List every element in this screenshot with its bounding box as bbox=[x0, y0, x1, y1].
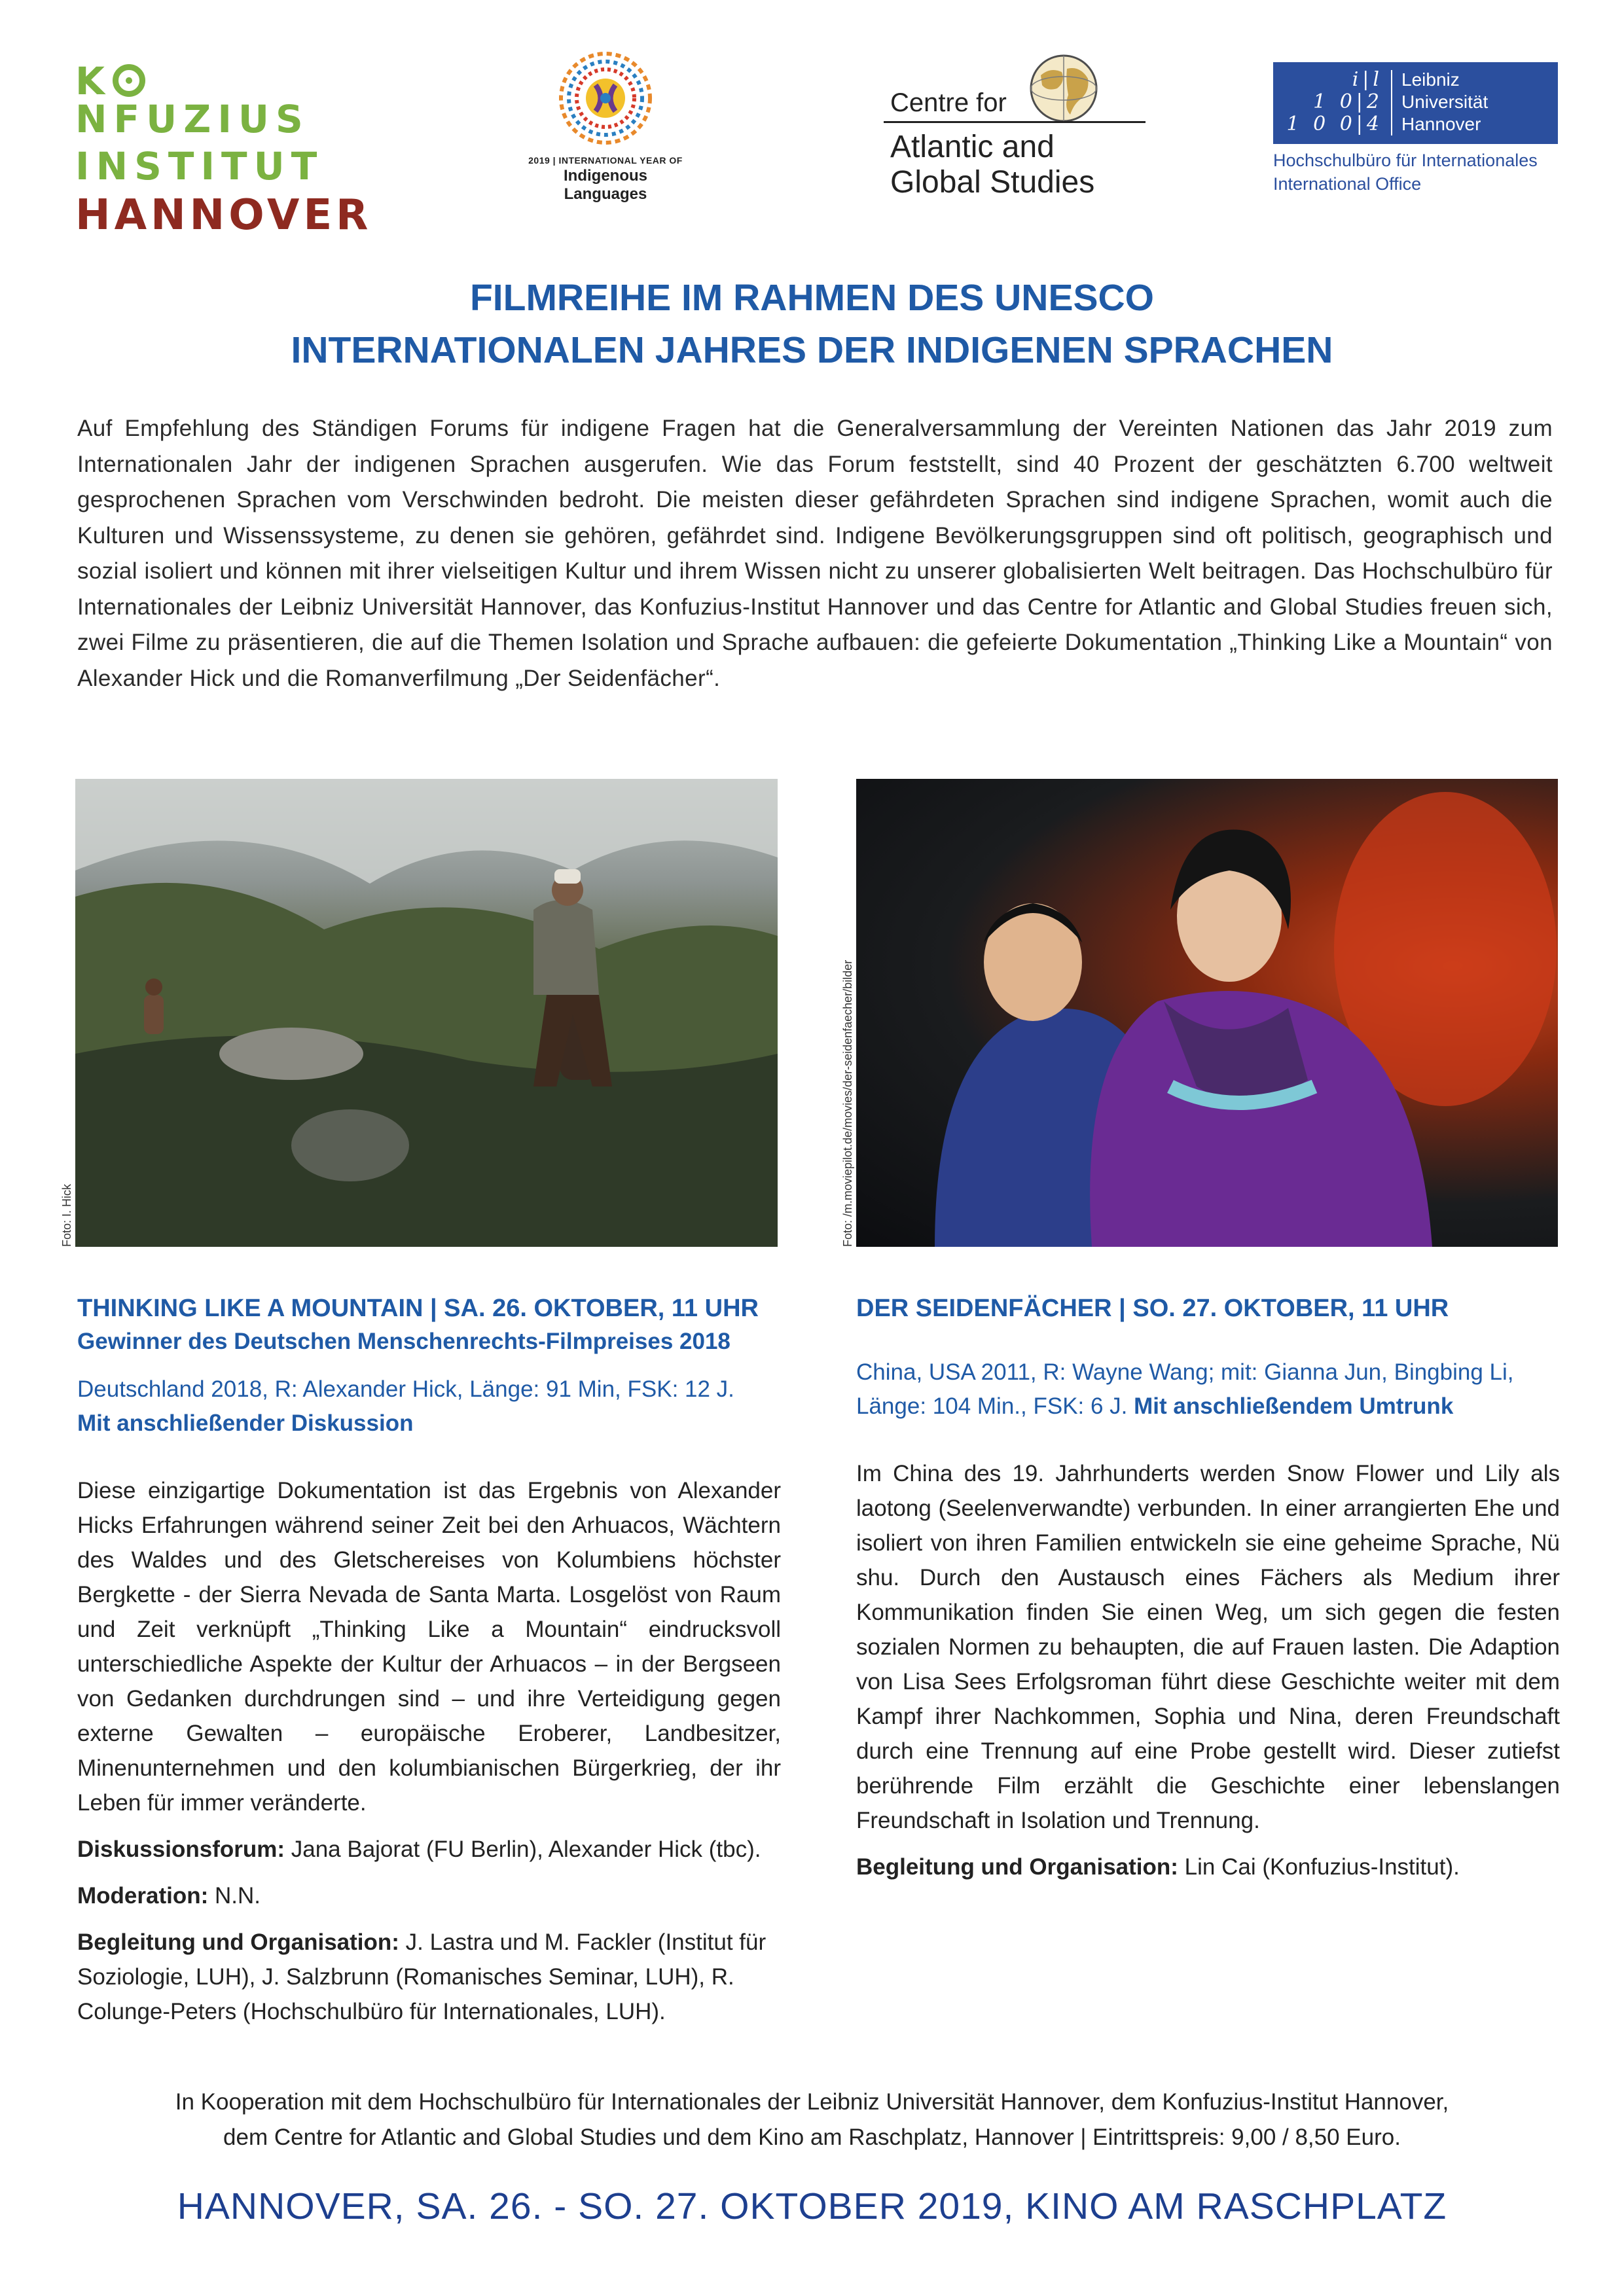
film-column-right bbox=[856, 1291, 1560, 1884]
film-award: Gewinner des Deutschen Menschenrechts-Filmpreises 2018 bbox=[77, 1329, 731, 1354]
cooperation-note bbox=[0, 2085, 1624, 2155]
cags-logo bbox=[884, 52, 1159, 203]
konfuzius-logo-line3: HANNOVER bbox=[75, 191, 372, 240]
film-meta-bold-right: Mit anschließendem Umtrunk bbox=[1134, 1393, 1454, 1419]
konfuzius-logo-line2: INSTITUT bbox=[75, 144, 324, 188]
film-photo-thinking-like-a-mountain bbox=[75, 779, 778, 1247]
page-title-line1: FILMREIHE IM RAHMEN DES UNESCO bbox=[469, 277, 1155, 319]
luh-name: Leibniz Universität Hannover bbox=[1401, 69, 1489, 134]
iyil-year-text: 2019 | INTERNATIONAL YEAR OF bbox=[528, 155, 683, 166]
photo-credit-2: Foto: /m.moviepilot.de/movies/der-seidenfaecher/bilder bbox=[841, 960, 854, 1247]
iyil-name-text: Indigenous Languages bbox=[564, 167, 647, 203]
film-description-left: Diese einzigartige Dokumentation ist das Ergebnis von Alexander Hicks Erfahrungen während seiner Zeit bei den Arhuacos, Wächtern des Waldes und des Gletschereises von Kolumbiens höchster Bergkette - der Sierra Nevada de Santa Marta. Losgelöst von Raum und Zeit verknüpft „Thinking Like a Mountain“ eindrucksvoll unterschiedliche Aspekte der Kultur der Arhuacos – in der Bergseen von Gedanken durchdrungen sind – und ihre Verteidigung gegen externe Gewalten – europäische Eroberer, Landbesitzer, Minenunternehmen und den kolumbianischen Bürgerkrieg, der ihr Leben für immer veränderte. bbox=[77, 1478, 781, 1816]
two-women-illustration bbox=[856, 779, 1558, 1247]
konfuzius-institut-logo bbox=[75, 59, 376, 240]
cags-name: Atlantic and Global Studies bbox=[890, 130, 1095, 200]
film-description-right: Im China des 19. Jahrhunderts werden Snow Flower und Lily als laotong (Seelenverwandte) verbunden. In einer arrangierten Ehe und isoliert von ihren Familien entwickeln sie eine geheime Sprache, Nü shu. Durch den Austausch eines Fächers als Medium ihrer Kommunikation finden Sie einen Weg, um sich gegen die festen sozialen Normen zu behaupten, die auf Frauen lasten. Die Adaption von Lisa Sees Erfolgsroman führt diese Geschichte weiter mit dem Kampf ihrer Nachkommen, Sophia und Nina, deren Freundschaft durch eine Trennung auf eine Probe gestellt wird. Dieser zutiefst berührende Film erzählt die Geschichte einer lebenslangen Freundschaft in Isolation und Trennung. bbox=[856, 1461, 1560, 1833]
luh-separator bbox=[1391, 70, 1392, 135]
film-credit-organisation-right: Begleitung und Organisation: Lin Cai (Konfuzius-Institut). bbox=[856, 1854, 1460, 1880]
film-title-thinking-like-a-mountain: THINKING LIKE A MOUNTAIN | SA. 26. OKTOBER, 11 UHR bbox=[77, 1295, 759, 1322]
film-credit-moderation: Moderation: N.N. bbox=[77, 1883, 261, 1909]
film-credit-discussion: Diskussionsforum: Jana Bajorat (FU Berlin), Alexander Hick (tbc). bbox=[77, 1837, 761, 1862]
mountain-rider-illustration bbox=[75, 779, 778, 1247]
film-title-der-seidenfaecher: DER SEIDENFÄCHER | SO. 27. OKTOBER, 11 UHR bbox=[856, 1295, 1449, 1322]
luh-logo bbox=[1273, 62, 1564, 200]
film-credit-organisation-left: Begleitung und Organisation: J. Lastra und M. Fackler (Institut für Soziologie, LUH), J. Salzbrunn (Romanisches Seminar, LUH), R. Colunge-Peters (Hochschulbüro für Internationales, LUH). bbox=[77, 1929, 767, 2024]
luh-logo-box bbox=[1273, 62, 1558, 144]
film-photo-der-seidenfaecher bbox=[856, 779, 1558, 1247]
cags-centre-for: Centre for bbox=[890, 88, 1007, 117]
cooperation-line1: In Kooperation mit dem Hochschulbüro für Internationales der Leibniz Universität Hannover, dem Konfuzius-Institut Hannover, bbox=[175, 2089, 1449, 2115]
konfuzius-logo-line1: KNFUZIUS bbox=[75, 59, 310, 141]
globe-icon bbox=[1028, 52, 1100, 124]
page-title-line2: INTERNATIONALEN JAHRES DER INDIGENEN SPRACHEN bbox=[291, 329, 1333, 371]
film-column-left bbox=[77, 1291, 781, 2029]
photo-credit-1: Foto: I. Hick bbox=[60, 1183, 73, 1247]
konfuzius-o-icon bbox=[113, 64, 145, 97]
cooperation-line2: dem Centre for Atlantic and Global Studies und dem Kino am Raschplatz, Hannover | Eintrittspreis: 9,00 / 8,50 Euro. bbox=[223, 2125, 1401, 2150]
luh-office-name: Hochschulbüro für Internationales International Office bbox=[1273, 151, 1538, 194]
film-meta-left: Deutschland 2018, R: Alexander Hick, Länge: 91 Min, FSK: 12 J. Mit anschließender Diskussion bbox=[77, 1376, 734, 1436]
venue-date-banner: HANNOVER, SA. 26. - SO. 27. OKTOBER 2019, KINO AM RASCHPLATZ bbox=[177, 2185, 1447, 2227]
film-meta-right: China, USA 2011, R: Wayne Wang; mit: Gianna Jun, Bingbing Li, Länge: 104 Min., FSK: 6 J. Mit anschließendem Umtrunk bbox=[856, 1359, 1514, 1419]
page-title bbox=[0, 272, 1624, 376]
indigenous-languages-emblem-icon bbox=[556, 49, 655, 147]
film-meta-bold-left: Mit anschließender Diskussion bbox=[77, 1410, 414, 1436]
iyil-logo bbox=[524, 49, 687, 203]
cags-divider bbox=[884, 121, 1146, 123]
intro-paragraph: Auf Empfehlung des Ständigen Forums für indigene Fragen hat die Generalversammlung der Vereinten Nationen das Jahr 2019 zum Internationalen Jahr der indigenen Sprachen ausgerufen. Wie das Forum feststellt, sind 40 Prozent der geschätzten 6.700 weltweit gesprochenen Sprachen vom Verschwinden bedroht. Die meisten dieser gefährdeten Sprachen sind indigene Sprachen, womit auch die Kulturen und Wissenssysteme, zu denen sie gehören, gefährdet sind. Indigene Bevölkerungsgruppen sind oft politisch, geographisch und sozial isoliert und können mit ihrer vielseitigen Kultur und ihrem Wissen nicht zu unserer globalisierten Welt beitragen. Das Hochschulbüro für Internationales der Leibniz Universität Hannover, das Konfuzius-Institut Hannover und das Centre for Atlantic and Global Studies freuen sich, zwei Filme zu präsentieren, die auf die Themen Isolation und Sprache aufbauen: die gefeierte Dokumentation „Thinking Like a Mountain“ von Alexander Hick und die Romanverfilmung „Der Seidenfächer“. bbox=[77, 416, 1553, 691]
luh-digit-mark: i|l 1 0|2 1 0 0|4 bbox=[1286, 68, 1383, 135]
